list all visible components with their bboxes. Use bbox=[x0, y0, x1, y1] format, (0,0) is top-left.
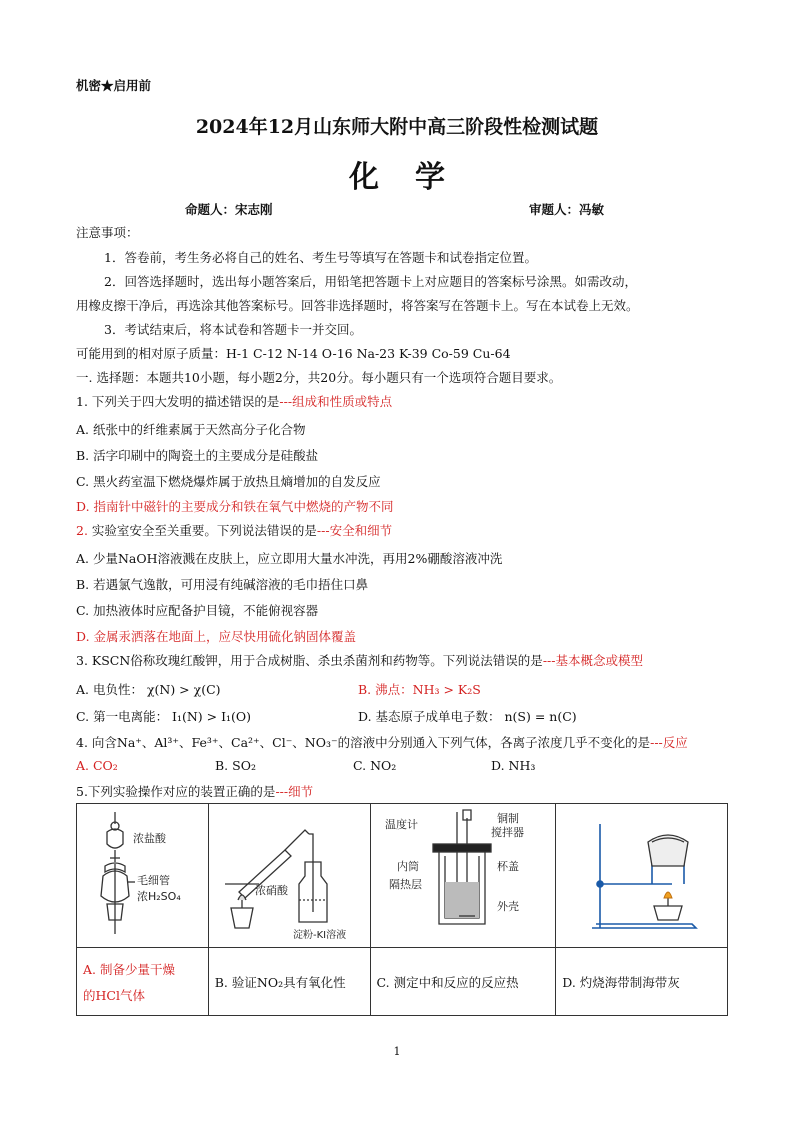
question-text: 4. 向含Na⁺、Al³⁺、Fe³⁺、Ca²⁺、Cl⁻、NO₃⁻的溶液中分别通入下列气体，各离子浓度几乎不变化的是 bbox=[76, 735, 651, 750]
q4-option-d: D. NH₃ bbox=[491, 758, 536, 773]
page-number: 1 bbox=[393, 1045, 401, 1058]
label: 淀粉-KI溶液 bbox=[292, 930, 346, 941]
option-b-cell bbox=[208, 948, 370, 1016]
q2-option-d-answer: D. 金属汞洒落在地面上，应尽快用硫化钠固体覆盖 bbox=[76, 629, 357, 644]
question-text: 1. 下列关于四大发明的描述错误的是 bbox=[76, 394, 280, 409]
notes-heading: 注意事项： bbox=[76, 225, 139, 240]
q3-option-c: C. 第一电离能： I₁(N) > I₁(O) bbox=[76, 709, 252, 724]
label: 内筒 bbox=[396, 860, 419, 873]
note-item: 2．回答选择题时，选出每小题答案后，用铅笔把答题卡上对应题目的答案标号涂黑。如需改动， bbox=[104, 274, 637, 289]
question-tag: ---基本概念或模型 bbox=[542, 653, 643, 668]
q3-option-d: D. 基态原子成单电子数： n(S) = n(C) bbox=[358, 709, 577, 724]
section-heading: 一. 选择题：本题共10小题，每小题2分，共20分。每小题只有一个选项符合题目要求。 bbox=[76, 370, 562, 385]
option-a-line1: A. 制备少量干燥 bbox=[83, 961, 175, 977]
question-tag: ---细节 bbox=[275, 784, 314, 799]
question-tag: ---安全和细节 bbox=[316, 523, 393, 538]
label: 浓H₂SO₄ bbox=[137, 890, 181, 903]
option-a-line2: 的HCl气体 bbox=[83, 987, 145, 1003]
option-c-cell bbox=[370, 948, 556, 1016]
question-2-stem bbox=[76, 521, 392, 539]
apparatus-c-figure bbox=[370, 804, 556, 948]
q4-option-a-answer: A. CO₂ bbox=[76, 758, 118, 773]
q1-option-a: A. 纸张中的纤维素属于天然高分子化合物 bbox=[76, 422, 306, 437]
q2-option-c: C. 加热液体时应配备护目镜，不能俯视容器 bbox=[76, 603, 319, 618]
question-text: 实验室安全至关重要。下列说法错误的是 bbox=[87, 523, 317, 538]
no2-test-apparatus-icon bbox=[209, 804, 369, 944]
confidential-mark: 机密★启用前 bbox=[76, 78, 152, 93]
apparatus-d-figure bbox=[556, 804, 728, 948]
question-5-stem bbox=[76, 782, 313, 800]
q3-option-b-answer: B. 沸点：NH₃ > K₂S bbox=[358, 682, 481, 697]
question-1-stem bbox=[76, 392, 392, 410]
option-d-cell bbox=[556, 948, 728, 1016]
apparatus-table bbox=[76, 803, 728, 1016]
q1-option-c: C. 黑火药室温下燃烧爆炸属于放热且熵增加的自发反应 bbox=[76, 474, 381, 489]
question-text: 3. KSCN俗称玫瑰红酸钾，用于合成树脂、杀虫杀菌剂和药物等。下列说法错误的是 bbox=[76, 653, 543, 668]
q4-option-c: C. NO₂ bbox=[353, 758, 397, 773]
option-b-text: B. 验证NO₂具有氧化性 bbox=[214, 974, 346, 990]
exam-title: 2024年12月山东师大附中高三阶段性检测试题 bbox=[195, 116, 599, 138]
atomic-masses: 可能用到的相对原子质量：H-1 C-12 N-14 O-16 Na-23 K-39 Co-59 Cu-64 bbox=[76, 346, 511, 361]
note-item: 1．答卷前，考生务必将自己的姓名、考生号等填写在答题卡和试卷指定位置。 bbox=[104, 250, 537, 265]
label: 铜制 bbox=[496, 812, 519, 825]
label: 外壳 bbox=[496, 900, 519, 913]
calorimeter-icon bbox=[371, 804, 555, 944]
option-c-text: C. 测定中和反应的反应热 bbox=[376, 974, 519, 990]
q1-option-d-answer: D. 指南针中磁针的主要成分和铁在氧气中燃烧的产物不同 bbox=[76, 499, 394, 514]
label: 隔热层 bbox=[388, 878, 422, 891]
crucible-burner-icon bbox=[556, 804, 726, 944]
note-item: 用橡皮擦干净后，再选涂其他答案标号。回答非选择题时，将答案写在答题卡上。写在本试卷上无效。 bbox=[76, 298, 639, 313]
question-number: 2. bbox=[76, 523, 88, 538]
question-3-stem bbox=[76, 651, 643, 669]
question-text: 5.下列实验操作对应的装置正确的是 bbox=[76, 784, 276, 799]
q4-option-b: B. SO₂ bbox=[215, 758, 256, 773]
note-item: 3．考试结束后，将本试卷和答题卡一并交回。 bbox=[104, 322, 362, 337]
question-4-stem bbox=[76, 733, 688, 751]
label: 毛细管 bbox=[137, 874, 170, 887]
hcl-generator-icon bbox=[77, 804, 207, 944]
apparatus-b-figure bbox=[208, 804, 370, 948]
label: 杯盖 bbox=[496, 860, 519, 873]
reviewer: 审题人：冯敏 bbox=[529, 202, 605, 217]
option-a-cell bbox=[77, 948, 209, 1016]
label: 浓盐酸 bbox=[133, 832, 166, 845]
question-tag: ---组成和性质或特点 bbox=[279, 394, 393, 409]
label: 温度计 bbox=[384, 818, 418, 831]
q2-option-a: A. 少量NaOH溶液溅在皮肤上，应立即用大量水冲洗，再用2%硼酸溶液冲洗 bbox=[76, 551, 503, 566]
label: 搅拌器 bbox=[490, 826, 524, 839]
subject-title: 化学 bbox=[349, 160, 481, 195]
option-d-text: D. 灼烧海带制海带灰 bbox=[562, 974, 680, 990]
author: 命题人：宋志刚 bbox=[185, 202, 273, 217]
question-tag: ---反应 bbox=[650, 735, 688, 750]
apparatus-a-figure bbox=[77, 804, 209, 948]
label: 浓硝酸 bbox=[254, 884, 288, 897]
q3-option-a: A. 电负性： χ(N) > χ(C) bbox=[76, 682, 221, 697]
q1-option-b: B. 活字印刷中的陶瓷土的主要成分是硅酸盐 bbox=[76, 448, 319, 463]
q2-option-b: B. 若遇氯气逸散，可用浸有纯碱溶液的毛巾捂住口鼻 bbox=[76, 577, 369, 592]
